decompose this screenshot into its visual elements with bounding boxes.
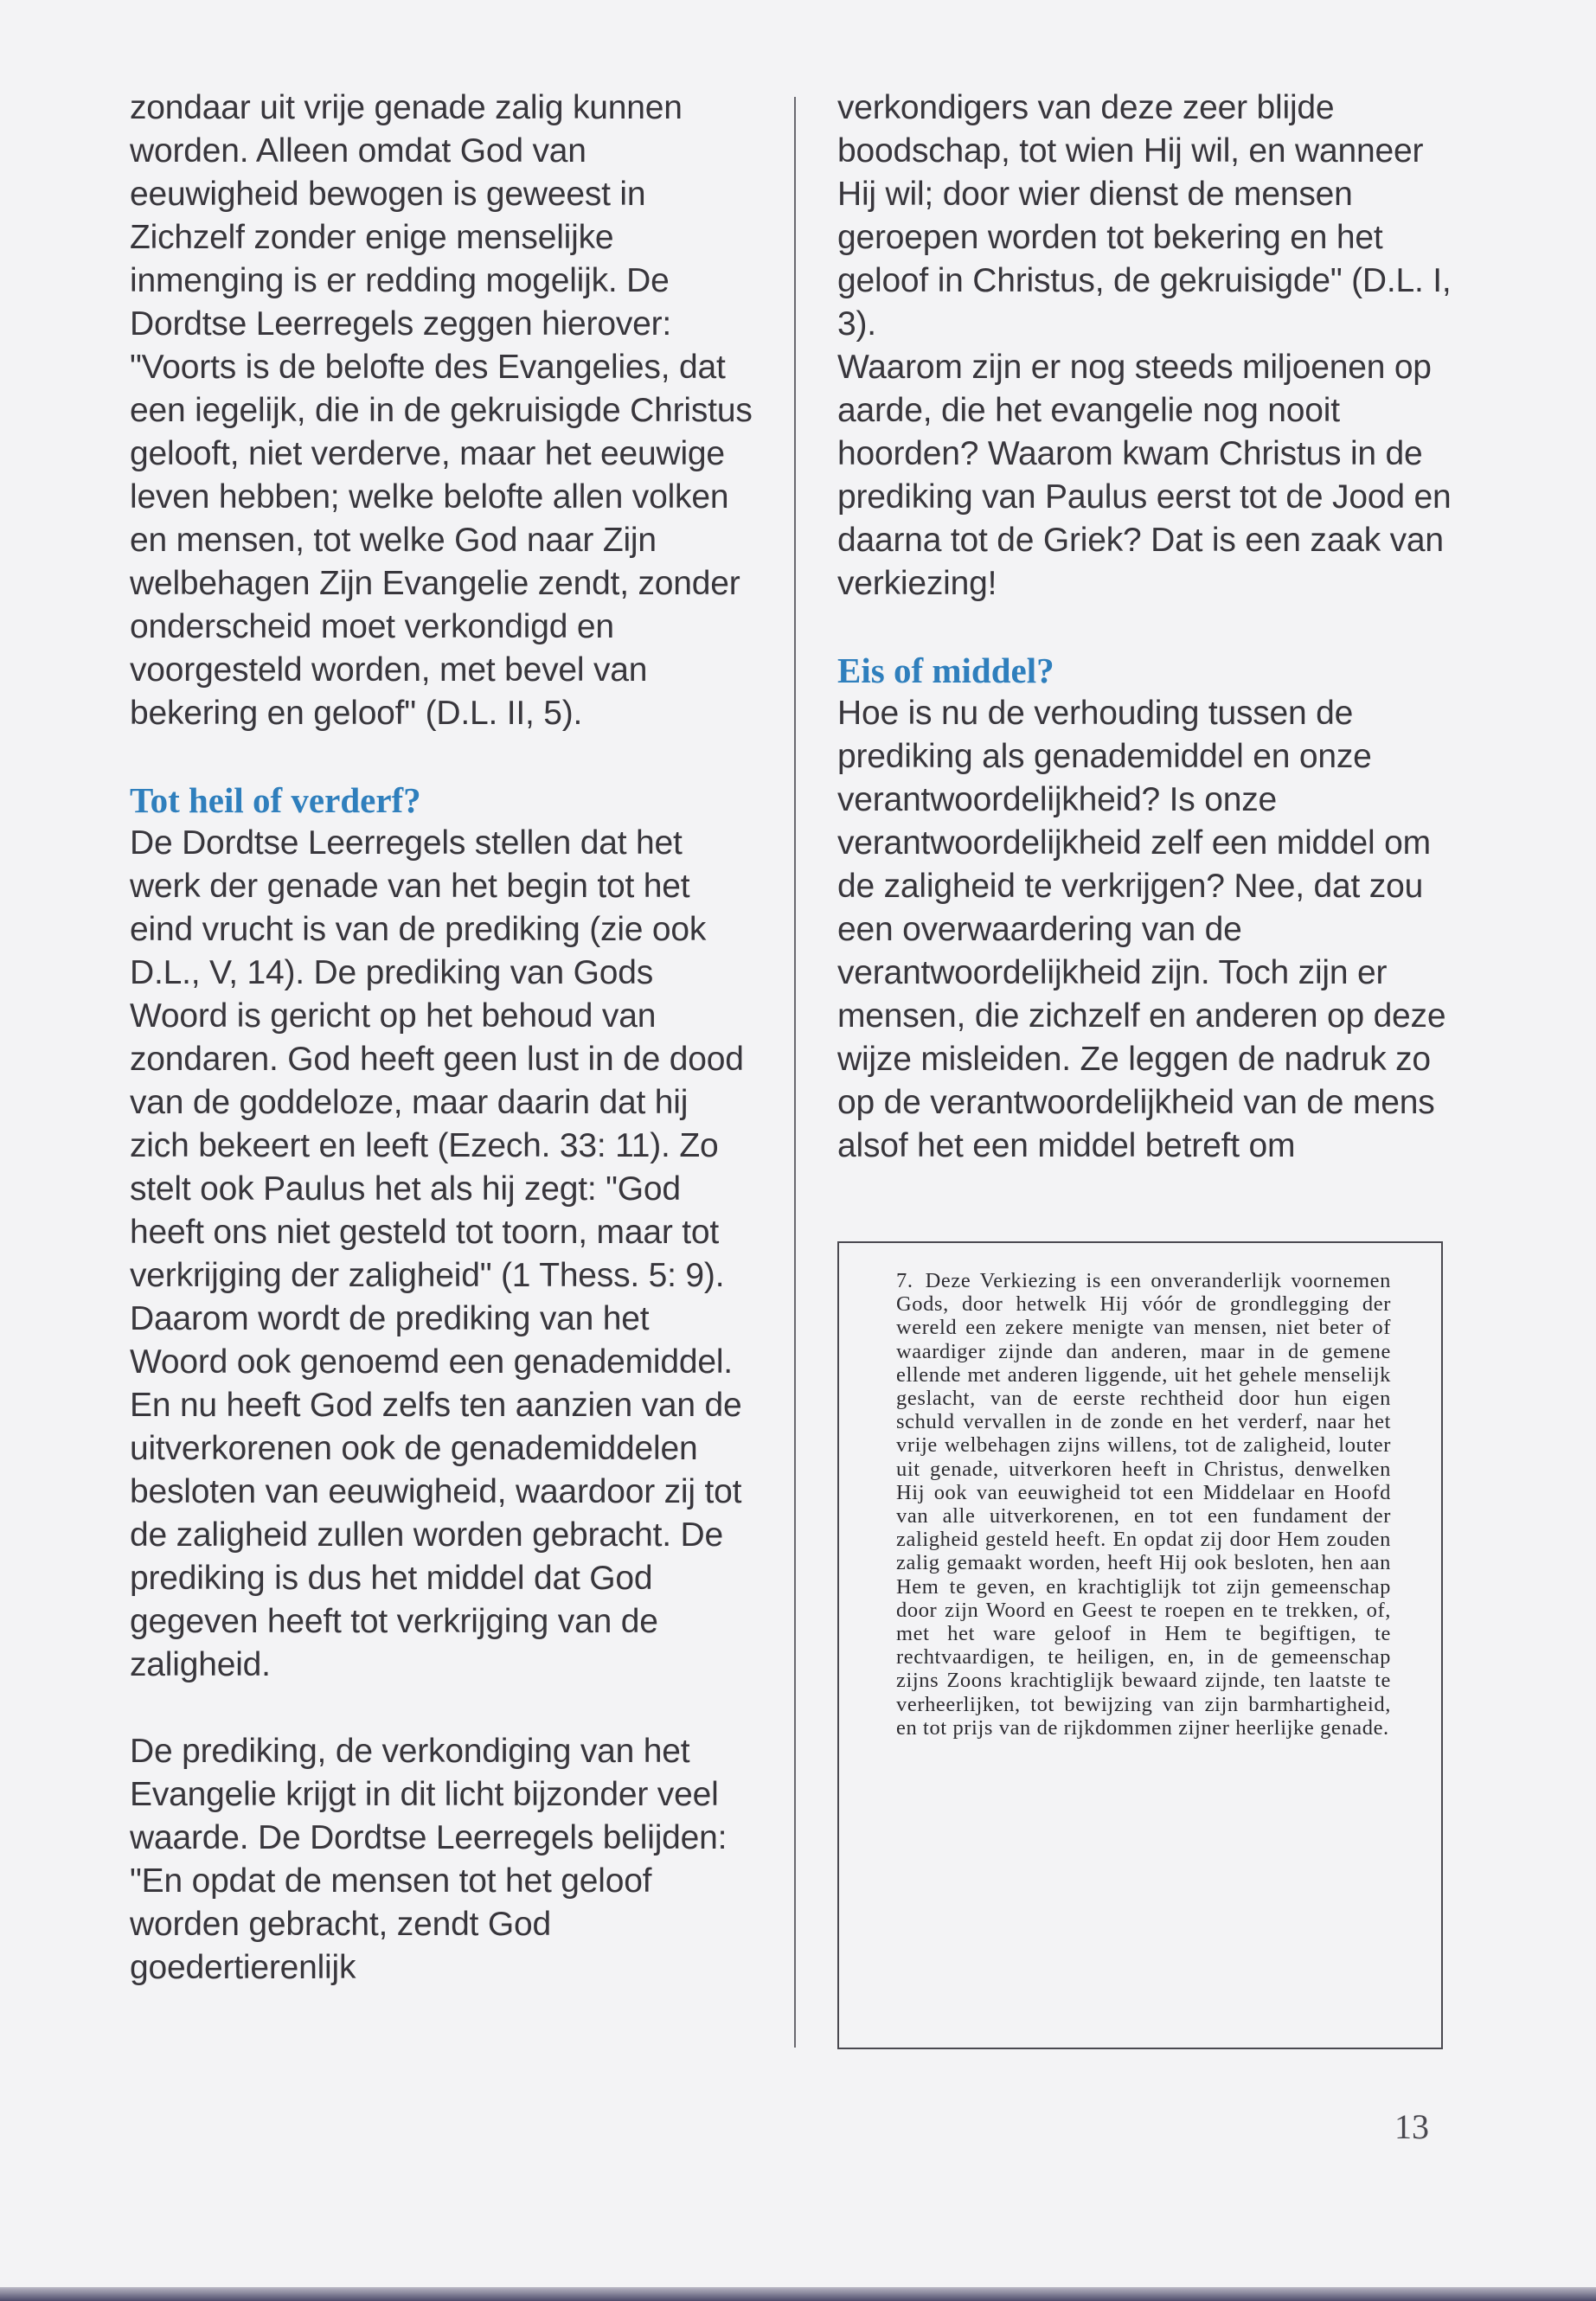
column-divider — [794, 97, 796, 2048]
right-paragraph-1: verkondigers van deze zeer blijde boodschap, tot wien Hij wil, en wanneer Hij wil; door wier dienst de mensen geroepen worden tot bekering en het geloof in Christus, de gekruisigde" (D.L. I, 3). — [837, 89, 1452, 343]
left-paragraph-2: De Dordtse Leerregels stellen dat het werk der genade van het begin tot het eind vrucht is van de prediking (zie ook D.L., V, 14). De prediking van Gods Woord is gericht op het behoud van zondaren. God heeft geen lust in de dood van de goddeloze, maar daarin dat hij zich bekeert en leeft (Ezech. 33: 11). Zo stelt ook Paulus het als hij zegt: "God heeft ons niet gesteld tot toorn, maar tot verkrijging der zaligheid" (1 Thess. 5: 9). Daarom wordt de prediking van het Woord ook genoemd een genademiddel. En nu heeft God zelfs ten aanzien van de uitverkorenen ook de genademiddelen besloten van eeuwigheid, waardoor zij tot de zaligheid zullen worden gebracht. De prediking is dus het middel dat God gegeven heeft tot verkrijging van de zaligheid. — [130, 824, 744, 1683]
paragraph-gap — [130, 1687, 753, 1730]
paragraph-gap — [130, 735, 753, 779]
section-heading-tot-heil: Tot heil of verderf? — [130, 780, 421, 820]
footnote-box — [837, 1241, 1443, 2049]
paragraph-gap — [837, 606, 1460, 649]
footnote-number: 7. — [896, 1269, 913, 1292]
left-paragraph-1: zondaar uit vrije genade zalig kunnen worden. Alleen omdat God van eeuwigheid bewogen is geweest in Zichzelf zonder enige menselijke inmenging is er redding mogelijk. De Dordtse Leerregels zeggen hierover: "Voorts is de belofte des Evangelies, dat een iegelijk, die in de gekruisigde Christus gelooft, niet verderve, maar het eeuwige leven hebben; welke belofte allen volken en mensen, tot welke God naar Zijn welbehagen Zijn Evangelie zendt, zonder onderscheid moet verkondigd en voorgesteld worden, met bevel van bekering en geloof" (D.L. II, 5). — [130, 89, 753, 732]
scan-edge-strip — [0, 2287, 1596, 2301]
right-column — [837, 87, 1460, 1168]
footnote-text: Deze Verkiezing is een onveranderlijk voornemen Gods, door hetwelk Hij vóór de grondlegging der wereld een zekere menigte van mensen, niet beter of waardiger zijnde dan anderen, maar in de gemene ellende met anderen liggende, uit het gehele menselijk geslacht, van de eerste rechtheid door hun eigen schuld vervallen in de zonde en het verderf, naar het vrije welbehagen zijns willens, tot de zaligheid, louter uit genade, uitverkoren heeft in Christus, denwelken Hij ook van eeuwigheid tot een Middelaar en Hoofd van alle uitverkorenen, en tot een fundament der zaligheid gesteld heeft. En opdat zij door Hem zouden zalig gemaakt worden, heeft Hij ook besloten, hen aan Hem te geven, en krachtiglijk tot zijn gemeenschap door zijn Woord en Geest te roepen en te trekken, of, met het ware geloof in Hem te begiftigen, te rechtvaardigen, te heiligen, en, in de gemeenschap zijns Zoons krachtiglijk bewaard zijnde, ten laatste te verheerlijken, tot bewijzing van zijn barmhartigheid, en tot prijs van de rijkdommen zijner heerlijke genade. — [896, 1269, 1391, 1740]
section-heading-eis-of-middel: Eis of middel? — [837, 651, 1054, 690]
left-paragraph-3: De prediking, de verkondiging van het Evangelie krijgt in dit licht bijzonder veel waarde. De Dordtse Leerregels belijden: "En opdat de mensen tot het geloof worden gebracht, zendt God goedertierenlijk — [130, 1733, 727, 1986]
right-paragraph-2: Waarom zijn er nog steeds miljoenen op aarde, die het evangelie nog nooit hoorden? Waarom kwam Christus in de prediking van Paulus eerst tot de Jood en daarna tot de Griek? Dat is een zaak van verkiezing! — [837, 349, 1452, 602]
page-number: 13 — [1394, 2107, 1429, 2146]
left-column — [130, 87, 753, 1990]
right-paragraph-3: Hoe is nu de verhouding tussen de prediking als genademiddel en onze verantwoordelijkheid? Is onze verantwoordelijkheid zelf een middel om de zaligheid te verkrijgen? Nee, dat zou een overwaardering van de verantwoordelijkheid zijn. Toch zijn er mensen, die zichzelf en anderen op deze wijze misleiden. Ze leggen de nadruk zo op de verantwoordelijkheid van de mens alsof het een middel betreft om — [837, 695, 1446, 1164]
